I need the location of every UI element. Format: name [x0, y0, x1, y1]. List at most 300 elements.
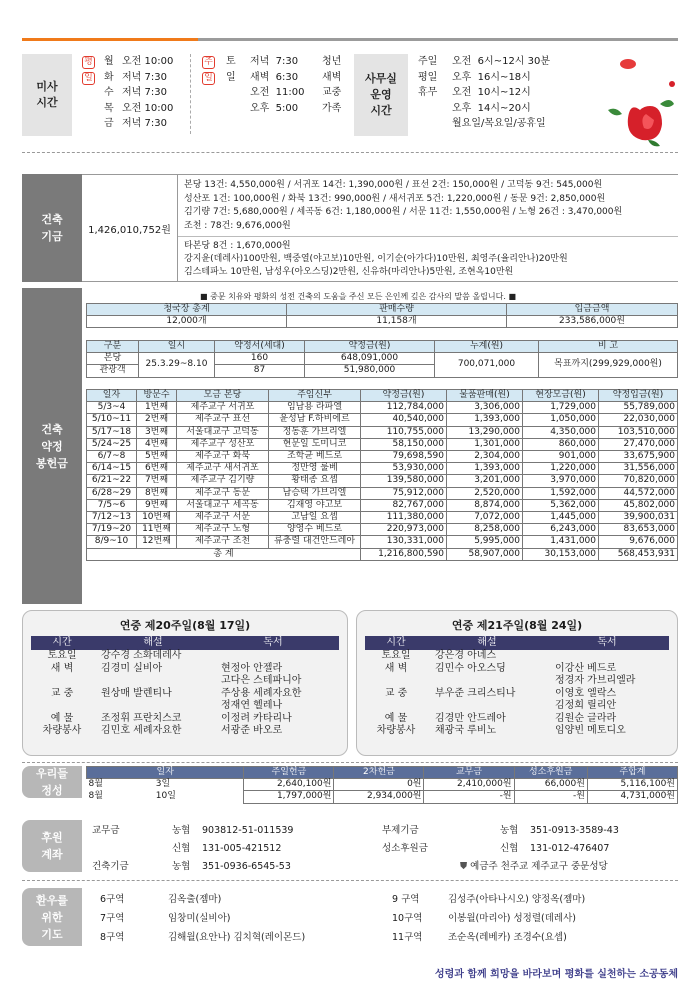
office-days — [418, 54, 437, 101]
visit-cell: 제주교구 노형 — [177, 524, 269, 536]
service-row — [31, 700, 339, 713]
pledge-total-table — [86, 340, 678, 378]
sunday-badges — [202, 54, 219, 85]
dashed-separator — [22, 152, 678, 153]
visit-cell: 79,698,590 — [361, 451, 447, 463]
visit-cell: 12번째 — [137, 536, 177, 548]
visit-cell: 1,445,000 — [523, 512, 599, 524]
visit-cell: 901,000 — [523, 451, 599, 463]
account-cell: 신협 — [172, 843, 191, 854]
visit-cell: 110,755,000 — [361, 426, 447, 438]
pledge-cell: 목표까지(299,929,000원) — [539, 353, 678, 377]
service-schedule-1 — [356, 610, 678, 756]
service-cell: 정경자 가브리엘라 — [555, 675, 636, 686]
pledge-cell: 본당 — [87, 353, 139, 365]
summary-head: 입금금액 — [507, 304, 678, 316]
visit-head: 물품판매(원) — [447, 390, 523, 402]
visit-cell: 류충렬 대건안드레아 — [269, 536, 361, 548]
pledge-cell: 648,091,000 — [305, 353, 435, 365]
visit-cell: 13,290,000 — [447, 426, 523, 438]
building-line: 김스테파노 10만원, 남성우(아오스딩)2만원, 신유하(마리안나)5만원, 조현옥10만원 — [184, 267, 514, 277]
visit-cell: 6/21~22 — [87, 475, 137, 487]
service-cell: 새 벽 — [50, 662, 74, 674]
visit-cell: 1,220,000 — [523, 463, 599, 475]
visit-cell: 5/10~11 — [87, 414, 137, 426]
service-cell: 김원순 글라라 — [555, 712, 617, 724]
office-hour: 오전 10시~12시 — [452, 87, 531, 98]
offering-cell: 10일 — [155, 791, 176, 802]
visit-cell: 김재영 야고보 — [269, 499, 361, 511]
service-row — [31, 650, 339, 663]
service-cell: 채광국 루비노 — [435, 725, 497, 736]
pledge-cell: 관광객 — [87, 365, 139, 377]
summary-head: 판매수량 — [287, 304, 507, 316]
prayer-cell: 이봉월(마리아) 성정렬(데레사) — [448, 913, 576, 924]
service-cell: 김경미 실비아 — [101, 662, 163, 674]
service-cell: 서광준 바오로 — [221, 725, 283, 736]
visit-cell: 6,243,000 — [523, 524, 599, 536]
sunday-times — [250, 54, 305, 116]
service-head-cell: 독서 — [597, 637, 617, 648]
visit-cell: 27,470,000 — [599, 438, 678, 450]
prayer-cell: 김성주(아타나시오) 양정옥(젬마) — [448, 894, 586, 905]
building-line: 김기량 7건: 5,680,000원 / 세곡동 6건: 1,180,000원 / 서문 11건: 1,550,000원 / 노형 26건 : 3,470,000원 — [184, 207, 623, 217]
visit-cell: 70,820,000 — [599, 475, 678, 487]
visit-cell: 53,930,000 — [361, 463, 447, 475]
visit-cell: 9번째 — [137, 499, 177, 511]
service-row — [365, 650, 669, 663]
accounts-list — [92, 822, 672, 876]
service-cell — [31, 675, 93, 688]
prayer-cell: 9 구역 — [392, 894, 420, 905]
service-cell — [547, 650, 667, 663]
service-cell: 토요일 — [47, 650, 77, 661]
visit-cell: 33,675,900 — [599, 451, 678, 463]
top-rule — [22, 38, 678, 41]
service-cell: 김민호 세례자요한 — [101, 725, 182, 736]
service-head-cell: 독서 — [263, 637, 283, 648]
office-hour: 오후 16시~18시 — [452, 71, 531, 83]
offering-cell: 2,934,000원 — [334, 791, 424, 803]
visit-cell: 5,362,000 — [523, 499, 599, 511]
office-hour: 오후 14시~20시 — [452, 102, 531, 114]
service-row — [365, 675, 669, 688]
service-cell: 고다은 스테파니아 — [221, 675, 302, 686]
visit-cell: 1,592,000 — [523, 487, 599, 499]
visit-cell: 1번째 — [137, 402, 177, 414]
sunday-days — [226, 54, 236, 85]
building-line: 본당 13건: 4,550,000원 / 서귀포 14건: 1,390,000원 / 표선 2건: 150,000원 / 고덕동 9건: 545,000원 — [184, 180, 603, 190]
service-cell: 임양빈 메토디오 — [555, 725, 626, 736]
visit-cell: 4번째 — [137, 438, 177, 450]
visit-cell: 45,802,000 — [599, 499, 678, 511]
visit-total-cell: 568,453,931 — [599, 548, 678, 560]
visit-cell: 8번째 — [137, 487, 177, 499]
pledge-cell: 87 — [215, 365, 305, 377]
visit-head: 약정금(원) — [361, 390, 447, 402]
building-total: 1,426,010,752원 — [82, 174, 178, 282]
visit-cell: 남승택 가브리엘 — [269, 487, 361, 499]
visit-total-cell: 30,153,000 — [523, 548, 599, 560]
service-cell: 김경만 안드레아 — [435, 712, 506, 724]
offering-cell: -원 — [514, 791, 587, 803]
visit-cell: 7/12~13 — [87, 512, 137, 524]
summary-cell: 11,158개 — [287, 316, 507, 328]
visit-cell: 서울대교구 세곡동 — [177, 499, 269, 511]
visit-cell: 58,150,000 — [361, 438, 447, 450]
visit-head: 모금 본당 — [177, 390, 269, 402]
pledge-cell: 25.3.29~8.10 — [139, 353, 215, 377]
building-line: 조천 : 78건: 9,676,000원 — [184, 220, 291, 231]
office-label: 사무실 운영 시간 — [354, 54, 408, 136]
visit-cell: 1,729,000 — [523, 402, 599, 414]
visit-cell: 제주교구 조천 — [177, 536, 269, 548]
service-cell: 원상매 발렌티나 — [101, 687, 172, 699]
service-cell — [365, 700, 427, 713]
pledge-label: 건축 약정 봉헌금 — [22, 288, 82, 604]
offering-head: 2차헌금 — [334, 767, 424, 779]
prayer-cell: 11구역 — [392, 932, 423, 943]
building-line: 타본당 8건 : 1,670,000원 — [184, 241, 291, 251]
office-hour: 오전 6시~12시 30분 — [452, 56, 551, 67]
visit-cell: 111,380,000 — [361, 512, 447, 524]
pledge-head: 누계(원) — [435, 341, 539, 353]
weekday-time: 저녁 7:30 — [122, 71, 167, 83]
visit-cell: 3번째 — [137, 426, 177, 438]
visit-cell: 2,304,000 — [447, 451, 523, 463]
service-cell: 새 벽 — [384, 662, 408, 674]
service-cell — [213, 650, 333, 663]
visit-cell: 40,540,000 — [361, 414, 447, 426]
service-cell: 조정휘 프란치스코 — [101, 712, 182, 724]
visit-cell: 31,556,000 — [599, 463, 678, 475]
building-line: 강지윤(데레사)100만원, 백중열(야고보)10만원, 이기순(아가다)10만원, 최영주(율리안나)20만원 — [184, 254, 568, 264]
offering-head: 주합계 — [587, 767, 677, 779]
weekday-day: 목 — [104, 102, 114, 114]
visit-cell: 7,072,000 — [447, 512, 523, 524]
visit-cell: 윤성남 F.하비에르 — [269, 414, 361, 426]
pledge-head: 약정서(세대) — [215, 341, 305, 353]
account-holder: 예금주 천주교 제주교구 중문성당 — [470, 861, 608, 872]
visit-cell: 82,767,000 — [361, 499, 447, 511]
camellia-flower-icon — [600, 44, 684, 148]
prayer-cell: 임창미(실비아) — [168, 913, 231, 924]
service-head-row — [31, 636, 339, 650]
weekday-day: 금 — [104, 118, 114, 129]
weekday-badge-1: 평 — [82, 56, 95, 69]
visit-cell: 2번째 — [137, 414, 177, 426]
visit-cell: 3,306,000 — [447, 402, 523, 414]
visit-cell: 정만영 룰베 — [269, 463, 361, 475]
visit-cell: 112,784,000 — [361, 402, 447, 414]
service-row — [31, 675, 339, 688]
service-cell: 현정아 안젤라 — [221, 662, 283, 674]
service-cell: 토요일 — [381, 650, 411, 661]
visit-cell: 제주교구 표선 — [177, 414, 269, 426]
service-row — [365, 688, 669, 701]
weekday-badges — [82, 54, 99, 85]
visit-cell: 9,676,000 — [599, 536, 678, 548]
service-cell: 예 물 — [384, 712, 408, 724]
office-day: 평일 — [418, 71, 438, 83]
prayer-list — [100, 890, 670, 947]
visit-cell: 1,050,000 — [523, 414, 599, 426]
service-cell: 부우준 크리스티나 — [435, 687, 516, 699]
visit-head: 현장모금(원) — [523, 390, 599, 402]
visit-cell: 8/9~10 — [87, 536, 137, 548]
visit-cell: 제주교구 새서귀포 — [177, 463, 269, 475]
visit-cell: 39,900,031 — [599, 512, 678, 524]
visit-cell: 220,973,000 — [361, 524, 447, 536]
weekday-badge-2: 일 — [82, 72, 95, 85]
weekday-day: 월 — [104, 56, 114, 67]
office-hour: 월요일/목요일/공휴일 — [452, 118, 546, 129]
summary-cell: 233,586,000원 — [507, 316, 678, 328]
service-cell: 강수경 소화데레사 — [101, 650, 182, 661]
visit-cell: 6/7~8 — [87, 451, 137, 463]
visit-cell: 139,580,000 — [361, 475, 447, 487]
service-cell — [93, 675, 213, 688]
visit-row — [87, 438, 678, 450]
offering-cell: 66,000원 — [514, 779, 587, 791]
service-head-cell: 시간 — [386, 637, 406, 648]
service-head-cell: 해설 — [143, 637, 163, 648]
service-cell: 정재연 헬레나 — [221, 700, 283, 711]
account-cell: 351-0936-6545-53 — [202, 861, 291, 872]
visit-head: 일자 — [87, 390, 137, 402]
service-row — [31, 713, 339, 726]
account-cell: 교무금 — [92, 825, 120, 836]
visit-cell: 83,653,000 — [599, 524, 678, 536]
offering-cell: -원 — [424, 791, 514, 803]
footer-motto: 성령과 함께 희망을 바라보며 평화를 실천하는 소공동체 — [434, 969, 678, 980]
offering-cell: 0원 — [334, 779, 424, 791]
account-cell: 성소후원금 — [382, 843, 428, 854]
service-cell — [93, 700, 213, 713]
visit-cell: 1,393,000 — [447, 414, 523, 426]
service-cell: 교 중 — [384, 687, 408, 699]
visit-cell: 860,000 — [523, 438, 599, 450]
service-row — [365, 663, 669, 676]
service-title: 연중 제21주일(8월 24일) — [451, 619, 583, 632]
account-cell: 신협 — [500, 843, 519, 854]
visit-cell: 제주교구 동문 — [177, 487, 269, 499]
pledge-notice: ■ 중문 치유와 평화의 성전 건축의 도움을 주신 모든 은인께 깊은 감사의 말씀 올립니다. ■ — [200, 292, 517, 301]
service-row — [365, 700, 669, 713]
weekday-times — [122, 54, 173, 132]
account-cell: 농협 — [172, 825, 191, 836]
offering-head: 일자 — [87, 767, 244, 779]
sunday-day: 토 — [226, 56, 236, 67]
account-cell: 131-012-476407 — [530, 843, 610, 854]
service-cell: 이정려 카타리나 — [221, 712, 292, 724]
prayer-cell: 김해월(요안나) 김치혁(레이몬드) — [168, 932, 306, 943]
weekday-time: 오전 10:00 — [122, 56, 174, 67]
visit-cell: 제주교구 성산포 — [177, 438, 269, 450]
offering-table — [86, 766, 678, 804]
visit-cell: 103,510,000 — [599, 426, 678, 438]
service-head-cell: 해설 — [477, 637, 497, 648]
service-cell: 김민수 아오스딩 — [435, 662, 506, 674]
offering-cell: 2,410,000원 — [424, 779, 514, 791]
visit-cell: 현문일 도미니코 — [269, 438, 361, 450]
visit-table — [86, 389, 678, 561]
service-schedule-0 — [22, 610, 348, 756]
weekday-time: 저녁 7:30 — [122, 118, 167, 129]
visit-row — [87, 414, 678, 426]
pledge-cell: 51,980,000 — [305, 365, 435, 377]
sunday-note: 교중 — [322, 87, 342, 98]
visit-cell: 서울대교구 고덕동 — [177, 426, 269, 438]
service-cell — [427, 700, 547, 713]
offering-cell: 4,731,000원 — [587, 791, 677, 803]
account-cell: 농협 — [172, 861, 191, 872]
service-head-cell: 시간 — [52, 637, 72, 648]
service-head-row — [365, 636, 669, 650]
visit-cell: 제주교구 서귀포 — [177, 402, 269, 414]
visit-cell: 제주교구 김기량 — [177, 475, 269, 487]
shield-icon: ⛊ — [460, 861, 468, 872]
offering-label: 우리들 정성 — [22, 766, 82, 798]
visit-cell: 75,912,000 — [361, 487, 447, 499]
sunday-note: 청년 — [322, 56, 342, 67]
service-row — [31, 725, 339, 738]
visit-cell: 130,331,000 — [361, 536, 447, 548]
visit-row — [87, 475, 678, 487]
visit-cell: 6/14~15 — [87, 463, 137, 475]
visit-cell: 5/3~4 — [87, 402, 137, 414]
service-row — [365, 713, 669, 726]
prayer-cell: 6구역 — [100, 894, 125, 905]
sunday-time: 오후 5:00 — [250, 102, 299, 114]
visit-cell: 44,572,000 — [599, 487, 678, 499]
visit-row — [87, 499, 678, 511]
visit-cell: 양영수 베드로 — [269, 524, 361, 536]
visit-row — [87, 536, 678, 548]
service-title: 연중 제20주일(8월 17일) — [119, 619, 251, 632]
prayer-cell: 10구역 — [392, 913, 423, 924]
visit-row — [87, 402, 678, 414]
visit-total-cell: 1,216,800,590 — [361, 548, 447, 560]
visit-cell: 조학균 베드로 — [269, 451, 361, 463]
visit-row — [87, 524, 678, 536]
visit-cell: 4,350,000 — [523, 426, 599, 438]
visit-total-cell: 58,907,000 — [447, 548, 523, 560]
visit-cell: 황태종 요셉 — [269, 475, 361, 487]
dashed-separator — [22, 762, 678, 763]
account-cell: 903812-51-011539 — [202, 825, 294, 836]
visit-cell: 1,301,000 — [447, 438, 523, 450]
visit-total-row — [87, 548, 678, 560]
visit-row — [87, 512, 678, 524]
service-cell: 차량봉사 — [42, 725, 82, 736]
service-cell — [427, 675, 547, 688]
visit-cell: 7/5~6 — [87, 499, 137, 511]
visit-cell: 1,431,000 — [523, 536, 599, 548]
account-cell: 농협 — [500, 825, 519, 836]
visit-cell: 정동훈 가브리엘 — [269, 426, 361, 438]
offering-head: 성소후원금 — [514, 767, 587, 779]
visit-cell: 7번째 — [137, 475, 177, 487]
sunday-time: 저녁 7:30 — [250, 56, 299, 67]
prayer-cell: 7구역 — [100, 913, 125, 924]
visit-cell: 임남용 라파엘 — [269, 402, 361, 414]
office-hours — [452, 54, 550, 132]
summary-head: 청국장 총계 — [87, 304, 287, 316]
prayer-label: 환우를 위한 기도 — [22, 888, 82, 946]
service-cell — [31, 700, 93, 713]
service-row — [31, 663, 339, 676]
visit-cell: 55,789,000 — [599, 402, 678, 414]
visit-cell: 2,520,000 — [447, 487, 523, 499]
sunday-note: 가족 — [322, 102, 342, 114]
weekday-days — [104, 54, 114, 132]
visit-row — [87, 426, 678, 438]
account-cell: 건축기금 — [92, 861, 129, 872]
service-row — [365, 725, 669, 738]
offering-cell: 5,116,100원 — [587, 779, 677, 791]
building-label: 건축 기금 — [22, 174, 82, 282]
visit-cell: 6/28~29 — [87, 487, 137, 499]
service-cell: 교 중 — [50, 687, 74, 699]
visit-row — [87, 463, 678, 475]
offering-cell: 8월 — [88, 779, 103, 790]
service-cell: 차량봉사 — [376, 725, 416, 736]
visit-cell: 5,995,000 — [447, 536, 523, 548]
top-rule-accent — [22, 38, 198, 41]
prayer-cell: 김옥출(젬마) — [168, 894, 222, 905]
pledge-cell: 160 — [215, 353, 305, 365]
mass-divider — [190, 54, 191, 134]
visit-cell: 3,201,000 — [447, 475, 523, 487]
offering-cell: 8월 — [88, 791, 103, 802]
pledge-head: 약정금(원) — [305, 341, 435, 353]
visit-cell: 1,393,000 — [447, 463, 523, 475]
visit-total-label: 총 계 — [87, 548, 361, 560]
weekday-time: 저녁 7:30 — [122, 87, 167, 98]
service-cell: 강은경 아녜스 — [435, 650, 497, 661]
account-cell: 131-005-421512 — [202, 843, 282, 854]
offering-cell: 1,797,000원 — [244, 791, 334, 803]
sunday-time: 새벽 6:30 — [250, 71, 299, 83]
offering-cell: 2,640,100원 — [244, 779, 334, 791]
pledge-head: 비 고 — [539, 341, 678, 353]
visit-cell: 5/24~25 — [87, 438, 137, 450]
building-details — [178, 174, 678, 282]
visit-cell: 22,030,000 — [599, 414, 678, 426]
prayer-cell: 조순옥(레베카) 조경수(요셉) — [448, 932, 567, 943]
dashed-separator — [22, 880, 678, 881]
offering-cell: 3일 — [155, 779, 171, 790]
office-day: 주일 — [418, 56, 438, 67]
sunday-badge-2: 일 — [202, 72, 215, 85]
weekday-time: 오전 10:00 — [122, 102, 174, 114]
weekday-day: 화 — [104, 71, 114, 83]
visit-head: 약정입금(원) — [599, 390, 678, 402]
weekday-day: 수 — [104, 87, 114, 98]
visit-cell: 10번째 — [137, 512, 177, 524]
service-cell: 주상용 세례자요한 — [221, 687, 302, 699]
visit-row — [87, 487, 678, 499]
sales-summary-table — [86, 303, 678, 328]
account-cell: 351-0913-3589-43 — [530, 825, 619, 836]
service-cell: 예 물 — [50, 712, 74, 724]
visit-head: 주임신부 — [269, 390, 361, 402]
sunday-badge-1: 주 — [202, 56, 215, 69]
account-cell: 부제기금 — [382, 825, 419, 836]
visit-head: 방문수 — [137, 390, 177, 402]
offering-head: 주일헌금 — [244, 767, 334, 779]
